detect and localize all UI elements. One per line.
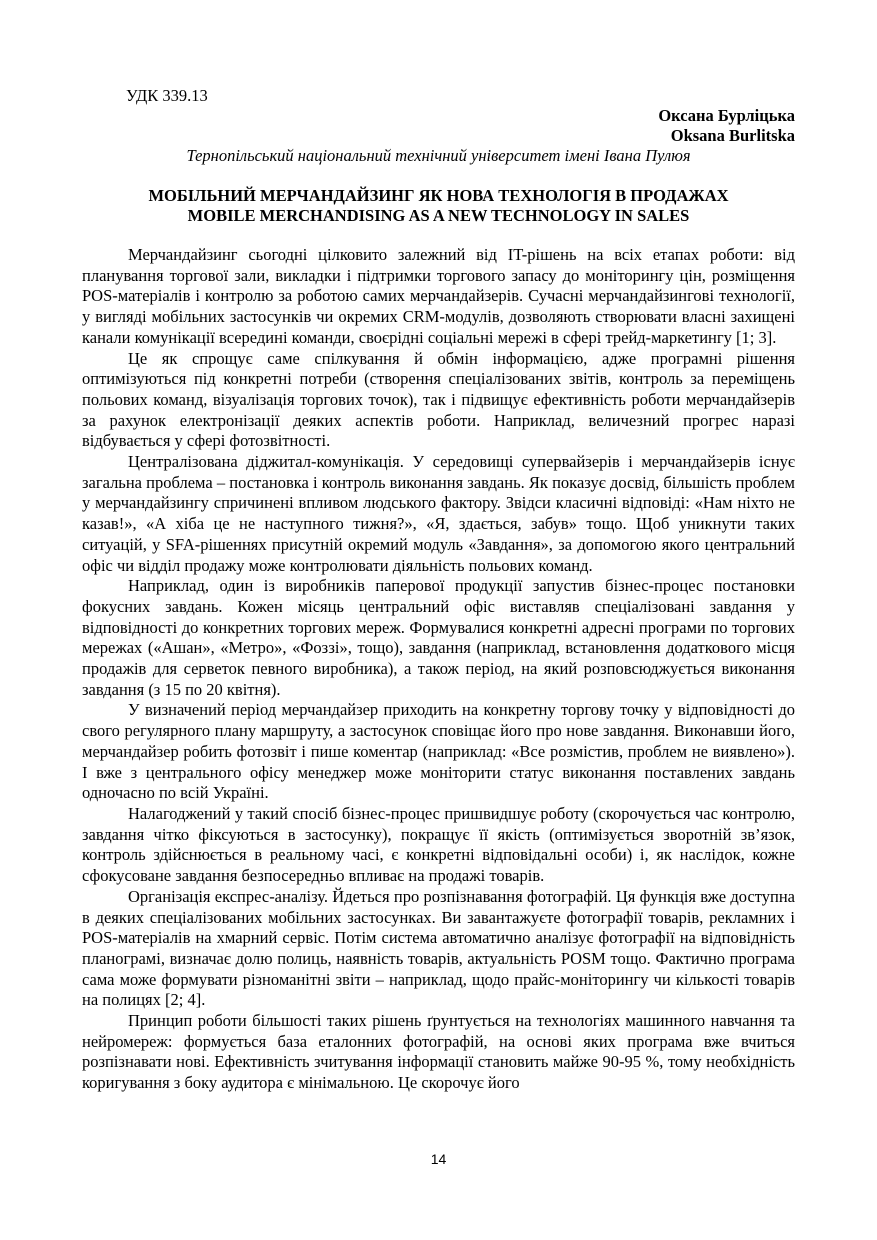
- title-ukrainian: МОБІЛЬНИЙ МЕРЧАНДАЙЗИНГ ЯК НОВА ТЕХНОЛОГІЯ В ПРОДАЖАХ: [148, 186, 729, 205]
- udc-code: УДК 339.13: [126, 86, 208, 105]
- paragraph: Наприклад, один із виробників паперової продукції запустив бізнес-процес постановки фокусних завдань. Кожен місяць центральний офіс виставляв спеціалізовані завдання у відповідності до конкретних торгових мереж. Формувалися конкретні адресні програми по торгових мережах («Ашан», «Метро», «Фоззі», тощо), завдання (наприклад, встановлення додаткового місця продажів для серветок певного виробника), а також період, на який розповсюджується виконання завдання (з 15 по 20 квітня).: [82, 576, 795, 699]
- title-english: MOBILE MERCHANDISING AS A NEW TECHNOLOGY IN SALES: [187, 206, 690, 225]
- paragraph: Принцип роботи більшості таких рішень ґрунтується на технологіях машинного навчання та нейромереж: формується база еталонних фотографій, на основі яких програма вже вчиться розпізнавати нові. Ефективність зчитування інформації становить майже 90-95 %, тому необхідність коригування з боку аудитора є мінімальною. Це скорочує його: [82, 1011, 795, 1093]
- paragraph: Мерчандайзинг сьогодні цілковито залежний від IT-рішень на всіх етапах роботи: від планування торгової зали, викладки і підтримки торгового запасу до моніторингу цін, розміщення POS-матеріалів і контролю за роботою самих мерчандайзерів. Сучасні мерчандайзингові технології, у вигляді мобільних застосунків чи окремих CRM-модулів, дозволяють створювати власні захищені канали комунікації всередині команди, своєрідні соціальні мережі в сфері трейд-маркетингу [1; 3].: [82, 245, 795, 347]
- paragraph: Централізована діджитал-комунікація. У середовищі супервайзерів і мерчандайзерів існує загальна проблема – постановка і контроль виконання завдань. Як показує досвід, більшість проблем у мерчандайзингу спричинені впливом людського фактору. Звідси класичні відповіді: «Нам ніхто не казав!», «А хіба це не наступного тижня?», «Я, здається, забув» тощо. Щоб уникнути таких ситуацій, у SFA-рішеннях присутній окремий модуль «Завдання», за допомогою якого центральний офіс чи відділ продажу може контролювати діяльність польових команд.: [82, 452, 795, 575]
- body-text: [82, 245, 795, 1094]
- author-affiliation: Тернопільський національний технічний університет імені Івана Пулюя: [186, 146, 691, 165]
- author-name-ukrainian: Оксана Бурліцька: [658, 106, 795, 125]
- page-number: 14: [430, 1151, 447, 1167]
- paper-title: [82, 186, 795, 226]
- paragraph: Організація експрес-аналізу. Йдеться про розпізнавання фотографій. Ця функція вже доступна в деяких спеціалізованих мобільних застосунках. Ви завантажуєте фотографії товарів, рекламних і POS-матеріалів на хмарний сервіс. Потім система автоматично аналізує фотографії на відповідність планограмі, визначає долю полиць, наявність товарів, актуальність POSM тощо. Фактично програма сама може формувати різноманітні звіти – наприклад, щодо прайс-моніторингу чи кількості товарів на полицях [2; 4].: [82, 886, 795, 1010]
- paragraph: Налагоджений у такий спосіб бізнес-процес пришвидшує роботу (скорочується час контролю, завдання чітко фіксуються в застосунку), покращує її якість (оптимізується зворотній зв’язок, контроль здійснюється в реальному часі, є конкретні відповідальні особи) і, як наслідок, кожне сфокусоване завдання безпосередньо впливає на продажі товарів.: [82, 803, 795, 886]
- author-name-english: Oksana Burlitska: [670, 126, 795, 145]
- author-block: [658, 106, 795, 146]
- paragraph: Це як спрощує саме спілкування й обмін інформацією, адже програмні рішення оптимізуються під конкретні потреби (створення спеціалізованих звітів, контроль за переміщень польових команд, візуалізація торгових точок), так і підвищує ефективність роботи мерчандайзерів за рахунок електронізації деяких аспектів роботи. Наприклад, величезний прогрес наразі відбувається у сфері фотозвітності.: [82, 348, 795, 451]
- paragraph: У визначений період мерчандайзер приходить на конкретну торгову точку у відповідності до свого регулярного плану маршруту, а застосунок сповіщає його про нове завдання. Виконавши його, мерчандайзер робить фотозвіт і пише коментар (наприклад: «Все розмістив, проблем не виявлено»). І вже з центрального офісу менеджер може моніторити статус виконання поставлених завдань одночасно по всій Україні.: [82, 700, 795, 803]
